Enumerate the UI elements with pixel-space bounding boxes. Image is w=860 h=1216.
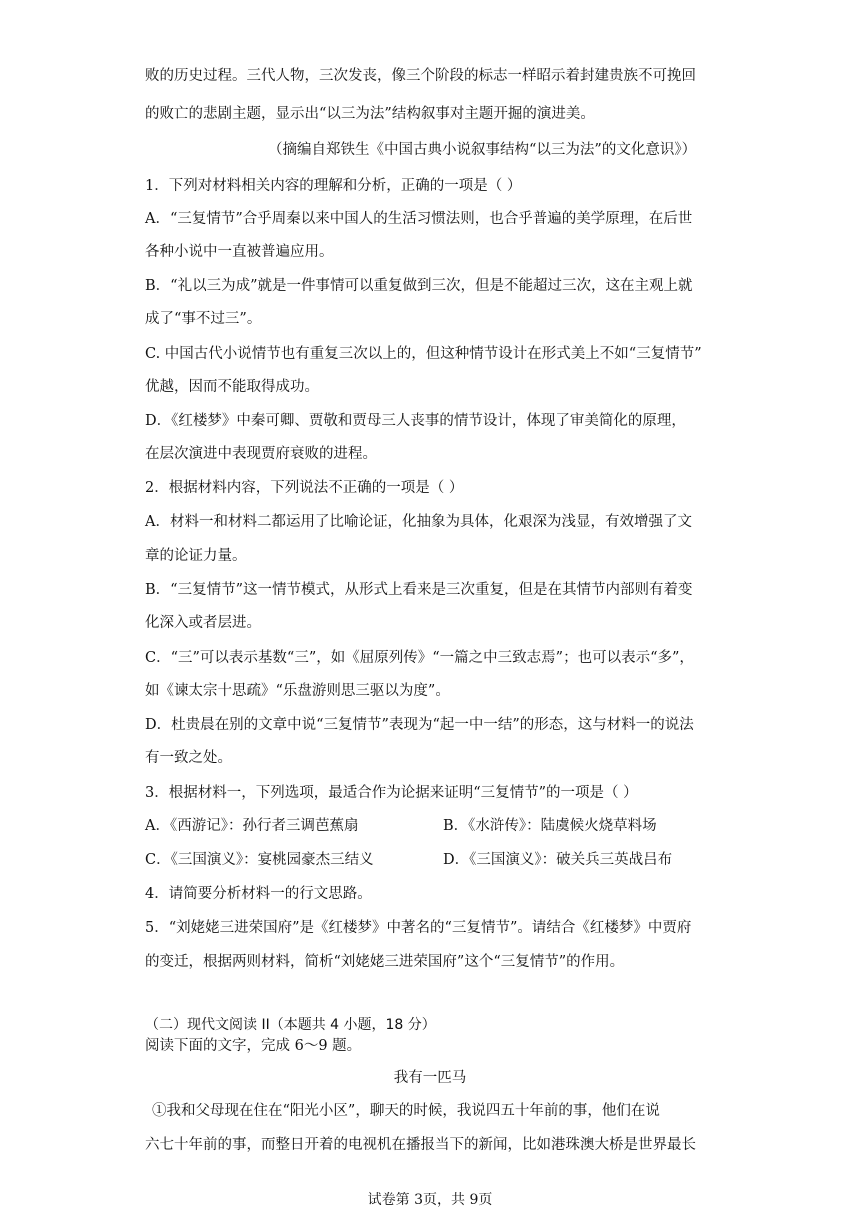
q1-option-c-1: C. 中国古代小说情节也有重复三次以上的，但这种情节设计在形式美上不如“三复情节”: [145, 346, 702, 362]
q5-stem-1: 5．“刘姥姥三进荣国府”是《红楼梦》中著名的“三复情节”。请结合《红楼梦》中贾府: [145, 920, 692, 936]
passage-title: 我有一匹马: [393, 1070, 467, 1086]
q4-stem: 4．请简要分析材料一的行文思路。: [145, 886, 372, 902]
q1-option-d-2: 在层次演进中表现贾府衰败的进程。: [145, 446, 377, 462]
source-citation: （摘编自郑铁生《中国古典小说叙事结构“以三为法”的文化意识》）: [268, 142, 697, 158]
q3-option-d: D．《三国演义》：破关兵三英战吕布: [443, 852, 673, 868]
q1-option-d-1: D．《红楼梦》中秦可卿、贾敬和贾母三人丧事的情节设计，体现了审美简化的原理，: [145, 413, 686, 429]
q1-option-b-1: B．“礼以三为成”就是一件事情可以重复做到三次，但是不能超过三次，这在主观上就: [145, 278, 693, 294]
section-instruction: 阅读下面的文字，完成 6～9 题。: [145, 1038, 362, 1054]
intro-line-1: 败的历史过程。三代人物，三次发丧，像三个阶段的标志一样昭示着封建贵族不可挽回: [145, 68, 696, 84]
q2-option-d-1: D．杜贵晨在别的文章中说“三复情节”表现为“起一中一结”的形态，这与材料一的说法: [145, 717, 694, 733]
q2-option-c-2: 如《谏太宗十思疏》“乐盘游则思三驱以为度”。: [145, 683, 450, 699]
page-footer: 试卷第 3页，共 9页: [367, 1192, 493, 1208]
q2-option-a-2: 章的论证力量。: [145, 548, 247, 564]
q3-option-c: C．《三国演义》：宴桃园豪杰三结义: [145, 852, 374, 868]
intro-line-2: 的败亡的悲剧主题，显示出“以三为法”结构叙事对主题开掘的演进美。: [145, 106, 595, 122]
q1-stem: 1．下列对材料相关内容的理解和分析，正确的一项是（ ）: [145, 178, 522, 194]
q2-option-c-1: C．“三”可以表示基数“三”，如《屈原列传》“一篇之中三致志焉”；也可以表示“多”，: [145, 650, 694, 666]
q2-option-b-1: B．“三复情节”这一情节模式，从形式上看来是三次重复，但是在其情节内部则有着变: [145, 582, 693, 598]
q1-option-a-2: 各种小说中一直被普遍应用。: [145, 244, 334, 260]
q1-option-a-1: A．“三复情节”合乎周秦以来中国人的生活习惯法则，也合乎普遍的美学原理，在后世: [145, 211, 693, 227]
q2-option-b-2: 化深入或者层进。: [145, 615, 261, 631]
q3-option-b: B．《水浒传》：陆虞候火烧草料场: [443, 818, 657, 834]
q5-stem-2: 的变迁，根据两则材料，简析“刘姥姥三进荣国府”这个“三复情节”的作用。: [145, 954, 625, 970]
q2-option-a-1: A．材料一和材料二都运用了比喻论证，化抽象为具体，化艰深为浅显，有效增强了文: [145, 514, 692, 530]
q2-option-d-2: 有一致之处。: [145, 750, 232, 766]
q1-option-c-2: 优越，因而不能取得成功。: [145, 379, 319, 395]
section-heading: （二）现代文阅读 II（本题共 4 小题，18 分）: [145, 1017, 436, 1033]
q3-option-a: A．《西游记》：孙行者三调芭蕉扇: [145, 818, 359, 834]
passage-para-1: ①我和父母现在住在“阳光小区”，聊天的时候，我说四五十年前的事，他们在说: [152, 1103, 660, 1119]
q1-option-b-2: 成了“事不过三”。: [145, 311, 262, 327]
passage-para-2: 六七十年前的事，而整日开着的电视机在播报当下的新闻，比如港珠澳大桥是世界最长: [145, 1137, 696, 1153]
q2-stem: 2．根据材料内容，下列说法不正确的一项是（ ）: [145, 480, 464, 496]
q3-stem: 3．根据材料一，下列选项，最适合作为论据来证明“三复情节”的一项是（ ）: [145, 785, 638, 801]
